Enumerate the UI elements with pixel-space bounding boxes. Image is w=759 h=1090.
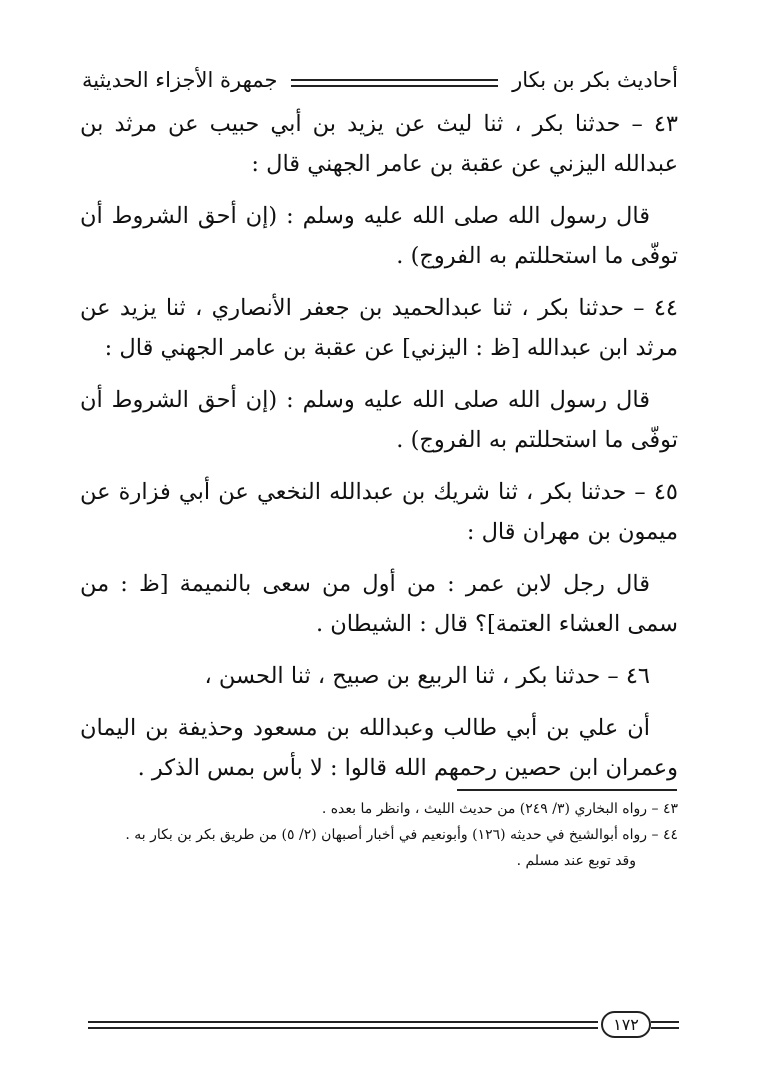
hadith-44-matn: قال رسول الله صلى الله عليه وسلم : (إن أحق الشروط أن توفّى ما استحللتم به الفروج) . <box>80 387 678 453</box>
hadith-43-isnad: ٤٣ – حدثنا بكر ، ثنا ليث عن يزيد بن أبي حبيب عن مرثد بن عبدالله اليزني عن عقبة بن عامر الجهني قال : <box>80 111 678 177</box>
hadith-46-matn: أن علي بن أبي طالب وعبدالله بن مسعود وحذيفة بن اليمان وعمران ابن حصين رحمهم الله قالوا : لا بأس بمس الذكر . <box>80 715 678 781</box>
hadith-43-matn: قال رسول الله صلى الله عليه وسلم : (إن أحق الشروط أن توفّى ما استحللتم به الفروج) . <box>80 203 678 269</box>
header-double-rule <box>291 79 498 87</box>
running-header <box>82 62 678 98</box>
book-title: أحاديث بكر بن بكار <box>512 67 678 92</box>
footer-double-rule-left <box>88 1021 598 1029</box>
page-number: ١٧٢ <box>601 1011 651 1038</box>
hadith-45-matn: قال رجل لابن عمر : من أول من سعى بالنميمة [ظ : من سمى العشاء العتمة]؟ قال : الشيطان . <box>80 571 678 637</box>
hadith-46-isnad: ٤٦ – حدثنا بكر ، ثنا الربيع بن صبيح ، ثنا الحسن ، <box>204 663 650 689</box>
footnote-43: ٤٣ – رواه البخاري (٣/ ٢٤٩) من حديث الليث ، وانظر ما بعده . <box>321 801 678 817</box>
footnote-separator <box>457 789 677 791</box>
hadith-45-isnad: ٤٥ – حدثنا بكر ، ثنا شريك بن عبدالله النخعي عن أبي فزارة عن ميمون بن مهران قال : <box>80 479 678 545</box>
footer-double-rule-right <box>651 1021 679 1029</box>
footnote-44: ٤٤ – رواه أبوالشيخ في حديثه (١٢٦) وأبونعيم في أخبار أصبهان (٢/ ٥) من طريق بكر بن بكار به . <box>125 827 678 843</box>
footnote-44-continuation: وقد توبع عند مسلم . <box>516 853 636 869</box>
main-text <box>80 104 678 800</box>
hadith-44-isnad: ٤٤ – حدثنا بكر ، ثنا عبدالحميد بن جعفر الأنصاري ، ثنا يزيد عن مرثد ابن عبدالله [ظ : اليزني] عن عقبة بن عامر الجهني قال : <box>80 295 678 361</box>
footnotes <box>125 796 678 874</box>
series-title: جمهرة الأجزاء الحديثية <box>82 67 278 92</box>
